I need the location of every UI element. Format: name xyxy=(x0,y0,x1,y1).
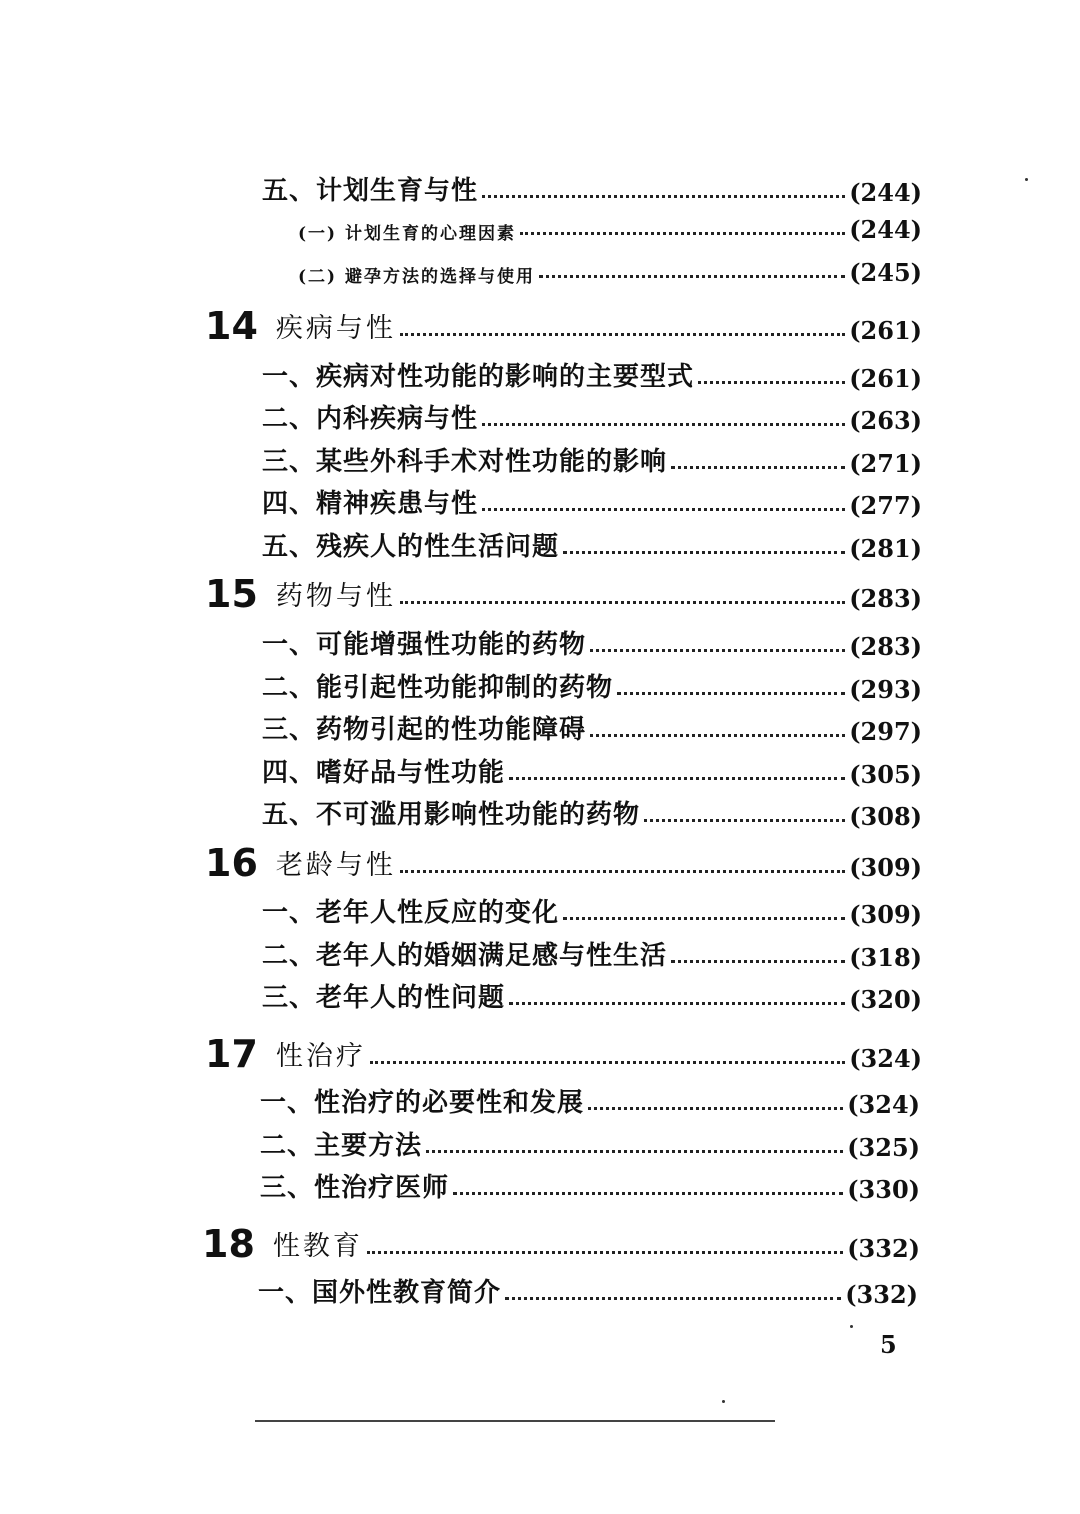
toc-chapter[interactable] xyxy=(202,1222,920,1266)
leader-dots xyxy=(370,1061,845,1064)
leader-dots xyxy=(539,275,845,278)
leader-dots xyxy=(671,960,845,963)
toc-entry-page: (283) xyxy=(849,632,922,661)
toc-entry-page: (324) xyxy=(849,1044,922,1073)
leader-dots xyxy=(563,917,845,920)
toc-entry-page: (309) xyxy=(849,900,922,929)
leader-dots xyxy=(426,1150,843,1153)
leader-dots xyxy=(520,232,845,235)
chapter-title: 性治疗 xyxy=(275,1041,366,1072)
leader-dots xyxy=(671,466,845,469)
toc-entry[interactable] xyxy=(262,356,922,393)
toc-entry-page: (281) xyxy=(849,534,922,563)
toc-entry-title: 二、老年人的婚姻满足感与性生活 xyxy=(262,941,668,971)
toc-entry[interactable] xyxy=(260,1082,920,1119)
toc-entry[interactable] xyxy=(262,441,922,478)
toc-subentry[interactable] xyxy=(298,258,922,287)
toc-entry[interactable] xyxy=(260,1125,920,1162)
toc-entry[interactable] xyxy=(262,977,922,1014)
leader-dots xyxy=(400,870,845,873)
leader-dots xyxy=(400,601,845,604)
toc-entry-title: 三、某些外科手术对性功能的影响 xyxy=(262,447,668,477)
toc-entry-title: 五、残疾人的性生活问题 xyxy=(262,532,560,562)
chapter-number: 15 xyxy=(205,572,258,616)
toc-entry-page: (320) xyxy=(849,985,922,1014)
leader-dots xyxy=(400,333,845,336)
toc-entry[interactable] xyxy=(262,892,922,929)
toc-entry-page: (324) xyxy=(847,1090,920,1119)
toc-entry-page: (308) xyxy=(849,802,922,831)
toc-entry-page: (261) xyxy=(849,316,922,345)
leader-dots xyxy=(482,508,845,511)
scan-speck xyxy=(1025,178,1028,181)
toc-entry-title: 一、老年人性反应的变化 xyxy=(262,898,560,928)
toc-entry-page: (244) xyxy=(849,215,922,244)
toc-subentry[interactable] xyxy=(298,215,922,244)
toc-entry-page: (332) xyxy=(847,1234,920,1263)
toc-entry-page: (305) xyxy=(849,760,922,789)
toc-entry-title: (二) 避孕方法的选择与使用 xyxy=(298,267,536,287)
leader-dots xyxy=(509,1002,845,1005)
toc-entry[interactable] xyxy=(262,794,922,831)
leader-dots xyxy=(453,1192,843,1195)
leader-dots xyxy=(590,734,845,737)
toc-entry-title: 五、不可滥用影响性功能的药物 xyxy=(262,800,641,830)
toc-entry-page: (325) xyxy=(847,1133,920,1162)
page-number: 5 xyxy=(880,1330,897,1359)
toc-entry-page: (332) xyxy=(845,1280,918,1309)
toc-entry-page: (318) xyxy=(849,943,922,972)
toc-entry-page: (330) xyxy=(847,1175,920,1204)
toc-entry-title: 一、性治疗的必要性和发展 xyxy=(260,1088,585,1118)
leader-dots xyxy=(482,423,845,426)
toc-entry[interactable] xyxy=(262,667,922,704)
leader-dots xyxy=(590,649,845,652)
toc-chapter[interactable] xyxy=(205,1032,922,1076)
toc-chapter[interactable] xyxy=(205,841,922,885)
leader-dots xyxy=(644,819,845,822)
toc-entry-page: (271) xyxy=(849,449,922,478)
leader-dots xyxy=(505,1297,841,1300)
toc-entry-page: (263) xyxy=(849,406,922,435)
chapter-title: 疾病与性 xyxy=(275,313,396,344)
scan-speck xyxy=(850,1325,853,1328)
toc-entry-page: (277) xyxy=(849,491,922,520)
leader-dots xyxy=(367,1251,843,1254)
toc-chapter[interactable] xyxy=(205,572,922,616)
chapter-number: 16 xyxy=(205,841,258,885)
toc-entry[interactable] xyxy=(258,1272,918,1309)
leader-dots xyxy=(698,381,845,384)
scan-speck xyxy=(722,1400,725,1403)
chapter-title: 老龄与性 xyxy=(275,850,396,881)
toc-entry[interactable] xyxy=(260,1167,920,1204)
toc-entry-title: 一、疾病对性功能的影响的主要型式 xyxy=(262,362,695,392)
toc-entry-title: 一、可能增强性功能的药物 xyxy=(262,630,587,660)
leader-dots xyxy=(563,551,845,554)
toc-entry-page: (245) xyxy=(849,258,922,287)
leader-dots xyxy=(509,777,845,780)
chapter-title: 药物与性 xyxy=(275,581,396,612)
toc-entry[interactable] xyxy=(262,624,922,661)
toc-entry[interactable] xyxy=(262,483,922,520)
toc-entry-page: (293) xyxy=(849,675,922,704)
toc-entry-page: (244) xyxy=(849,178,922,207)
chapter-number: 14 xyxy=(205,304,258,348)
toc-entry-title: (一) 计划生育的心理因素 xyxy=(298,224,517,244)
toc-entry-page: (261) xyxy=(849,364,922,393)
leader-dots xyxy=(588,1107,843,1110)
scan-edge-line xyxy=(255,1420,775,1422)
chapter-number: 17 xyxy=(205,1032,258,1076)
toc-entry[interactable] xyxy=(262,526,922,563)
chapter-number: 18 xyxy=(202,1222,255,1266)
toc-entry[interactable] xyxy=(262,170,922,207)
toc-entry-page: (283) xyxy=(849,584,922,613)
toc-entry-title: 五、计划生育与性 xyxy=(262,176,479,206)
toc-entry[interactable] xyxy=(262,752,922,789)
toc-entry-page: (309) xyxy=(849,853,922,882)
toc-entry-page: (297) xyxy=(849,717,922,746)
toc-entry-title: 三、老年人的性问题 xyxy=(262,983,506,1013)
leader-dots xyxy=(482,195,845,198)
toc-entry-title: 四、精神疾患与性 xyxy=(262,489,479,519)
toc-entry-title: 三、药物引起的性功能障碍 xyxy=(262,715,587,745)
toc-entry[interactable] xyxy=(262,398,922,435)
toc-chapter[interactable] xyxy=(205,304,922,348)
chapter-title: 性教育 xyxy=(272,1231,363,1262)
leader-dots xyxy=(617,692,845,695)
toc-entry-title: 二、能引起性功能抑制的药物 xyxy=(262,673,614,703)
toc-entry-title: 二、内科疾病与性 xyxy=(262,404,479,434)
toc-entry[interactable] xyxy=(262,709,922,746)
toc-entry[interactable] xyxy=(262,935,922,972)
toc-entry-title: 三、性治疗医师 xyxy=(260,1173,450,1203)
toc-entry-title: 四、嗜好品与性功能 xyxy=(262,758,506,788)
toc-entry-title: 二、主要方法 xyxy=(260,1131,423,1161)
toc-entry-title: 一、国外性教育简介 xyxy=(258,1278,502,1308)
